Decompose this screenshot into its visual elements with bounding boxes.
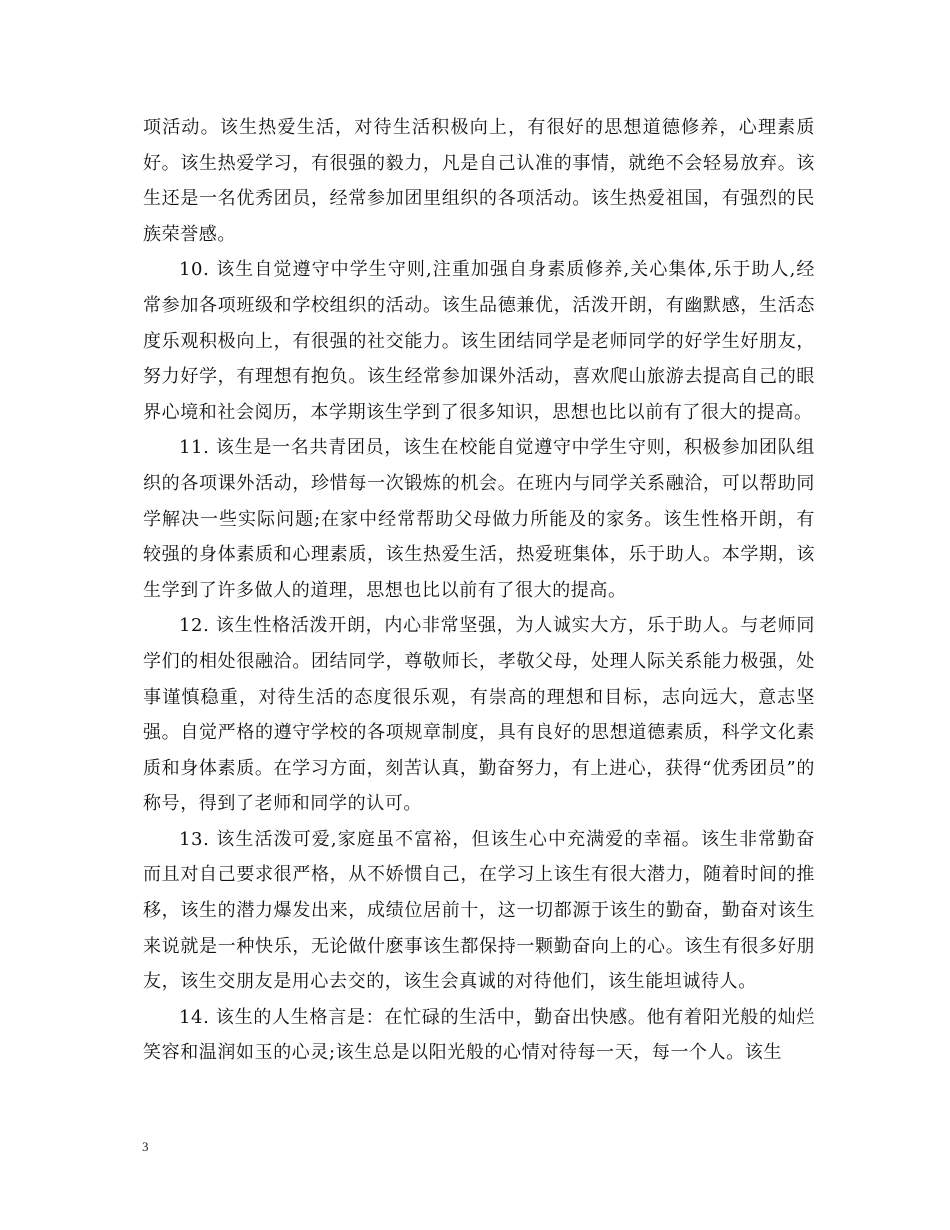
page-body [143,110,815,1071]
page-number: 3 [142,1139,149,1154]
paragraph-continuation: 项活动。该生热爱生活，对待生活积极向上，有很好的思想道德修养，心理素质好。该生热爱学习，有很强的毅力，凡是自己认准的事情，就绝不会轻易放弃。该生还是一名优秀团员，经常参加团里组织的各项活动。该生热爱祖国，有强烈的民族荣誉感。 [143,117,815,245]
paragraph-item-10: 10. 该生自觉遵守中学生守则,注重加强自身素质修养,关心集体,乐于助人,经常参加各项班级和学校组织的活动。该生品德兼优，活泼开朗，有幽默感，生活态度乐观积极向上，有很强的社交能力。该生团结同学是老师同学的好学生好朋友，努力好学，有理想有抱负。该生经常参加课外活动，喜欢爬山旅游去提高自己的眼界心境和社会阅历，本学期该生学到了很多知识，思想也比以前有了很大的提高。 [143,259,815,423]
paragraph-item-11: 11. 该生是一名共青团员，该生在校能自觉遵守中学生守则，积极参加团队组织的各项课外活动，珍惜每一次锻炼的机会。在班内与同学关系融洽，可以帮助同学解决一些实际问题;在家中经常帮助父母做力所能及的家务。该生性格开朗，有较强的身体素质和心理素质，该生热爱生活，热爱班集体，乐于助人。本学期，该生学到了许多做人的道理，思想也比以前有了很大的提高。 [143,437,815,601]
paragraph-item-12: 12. 该生性格活泼开朗，内心非常坚强，为人诚实大方，乐于助人。与老师同学们的相处很融洽。团结同学，尊敬师长，孝敬父母，处理人际关系能力极强，处事谨慎稳重，对待生活的态度很乐观，有崇高的理想和目标，志向远大，意志坚强。自觉严格的遵守学校的各项规章制度，具有良好的思想道德素质，科学文化素质和身体素质。在学习方面，刻苦认真，勤奋努力，有上进心，获得“优秀团员”的称号，得到了老师和同学的认可。 [143,615,815,815]
paragraph-item-13: 13. 该生活泼可爱,家庭虽不富裕，但该生心中充满爱的幸福。该生非常勤奋而且对自己要求很严格，从不娇惯自己，在学习上该生有很大潜力，随着时间的推移，该生的潜力爆发出来，成绩位居前十，这一切都源于该生的勤奋，勤奋对该生来说就是一种快乐，无论做什麽事该生都保持一颗勤奋向上的心。该生有很多好朋友，该生交朋友是用心去交的，该生会真诚的对待他们，该生能坦诚待人。 [143,828,815,993]
paragraph-item-14: 14. 该生的人生格言是：在忙碌的生活中，勤奋出快感。他有着阳光般的灿烂笑容和温润如玉的心灵;该生总是以阳光般的心情对待每一天，每一个人。该生 [143,1006,815,1064]
